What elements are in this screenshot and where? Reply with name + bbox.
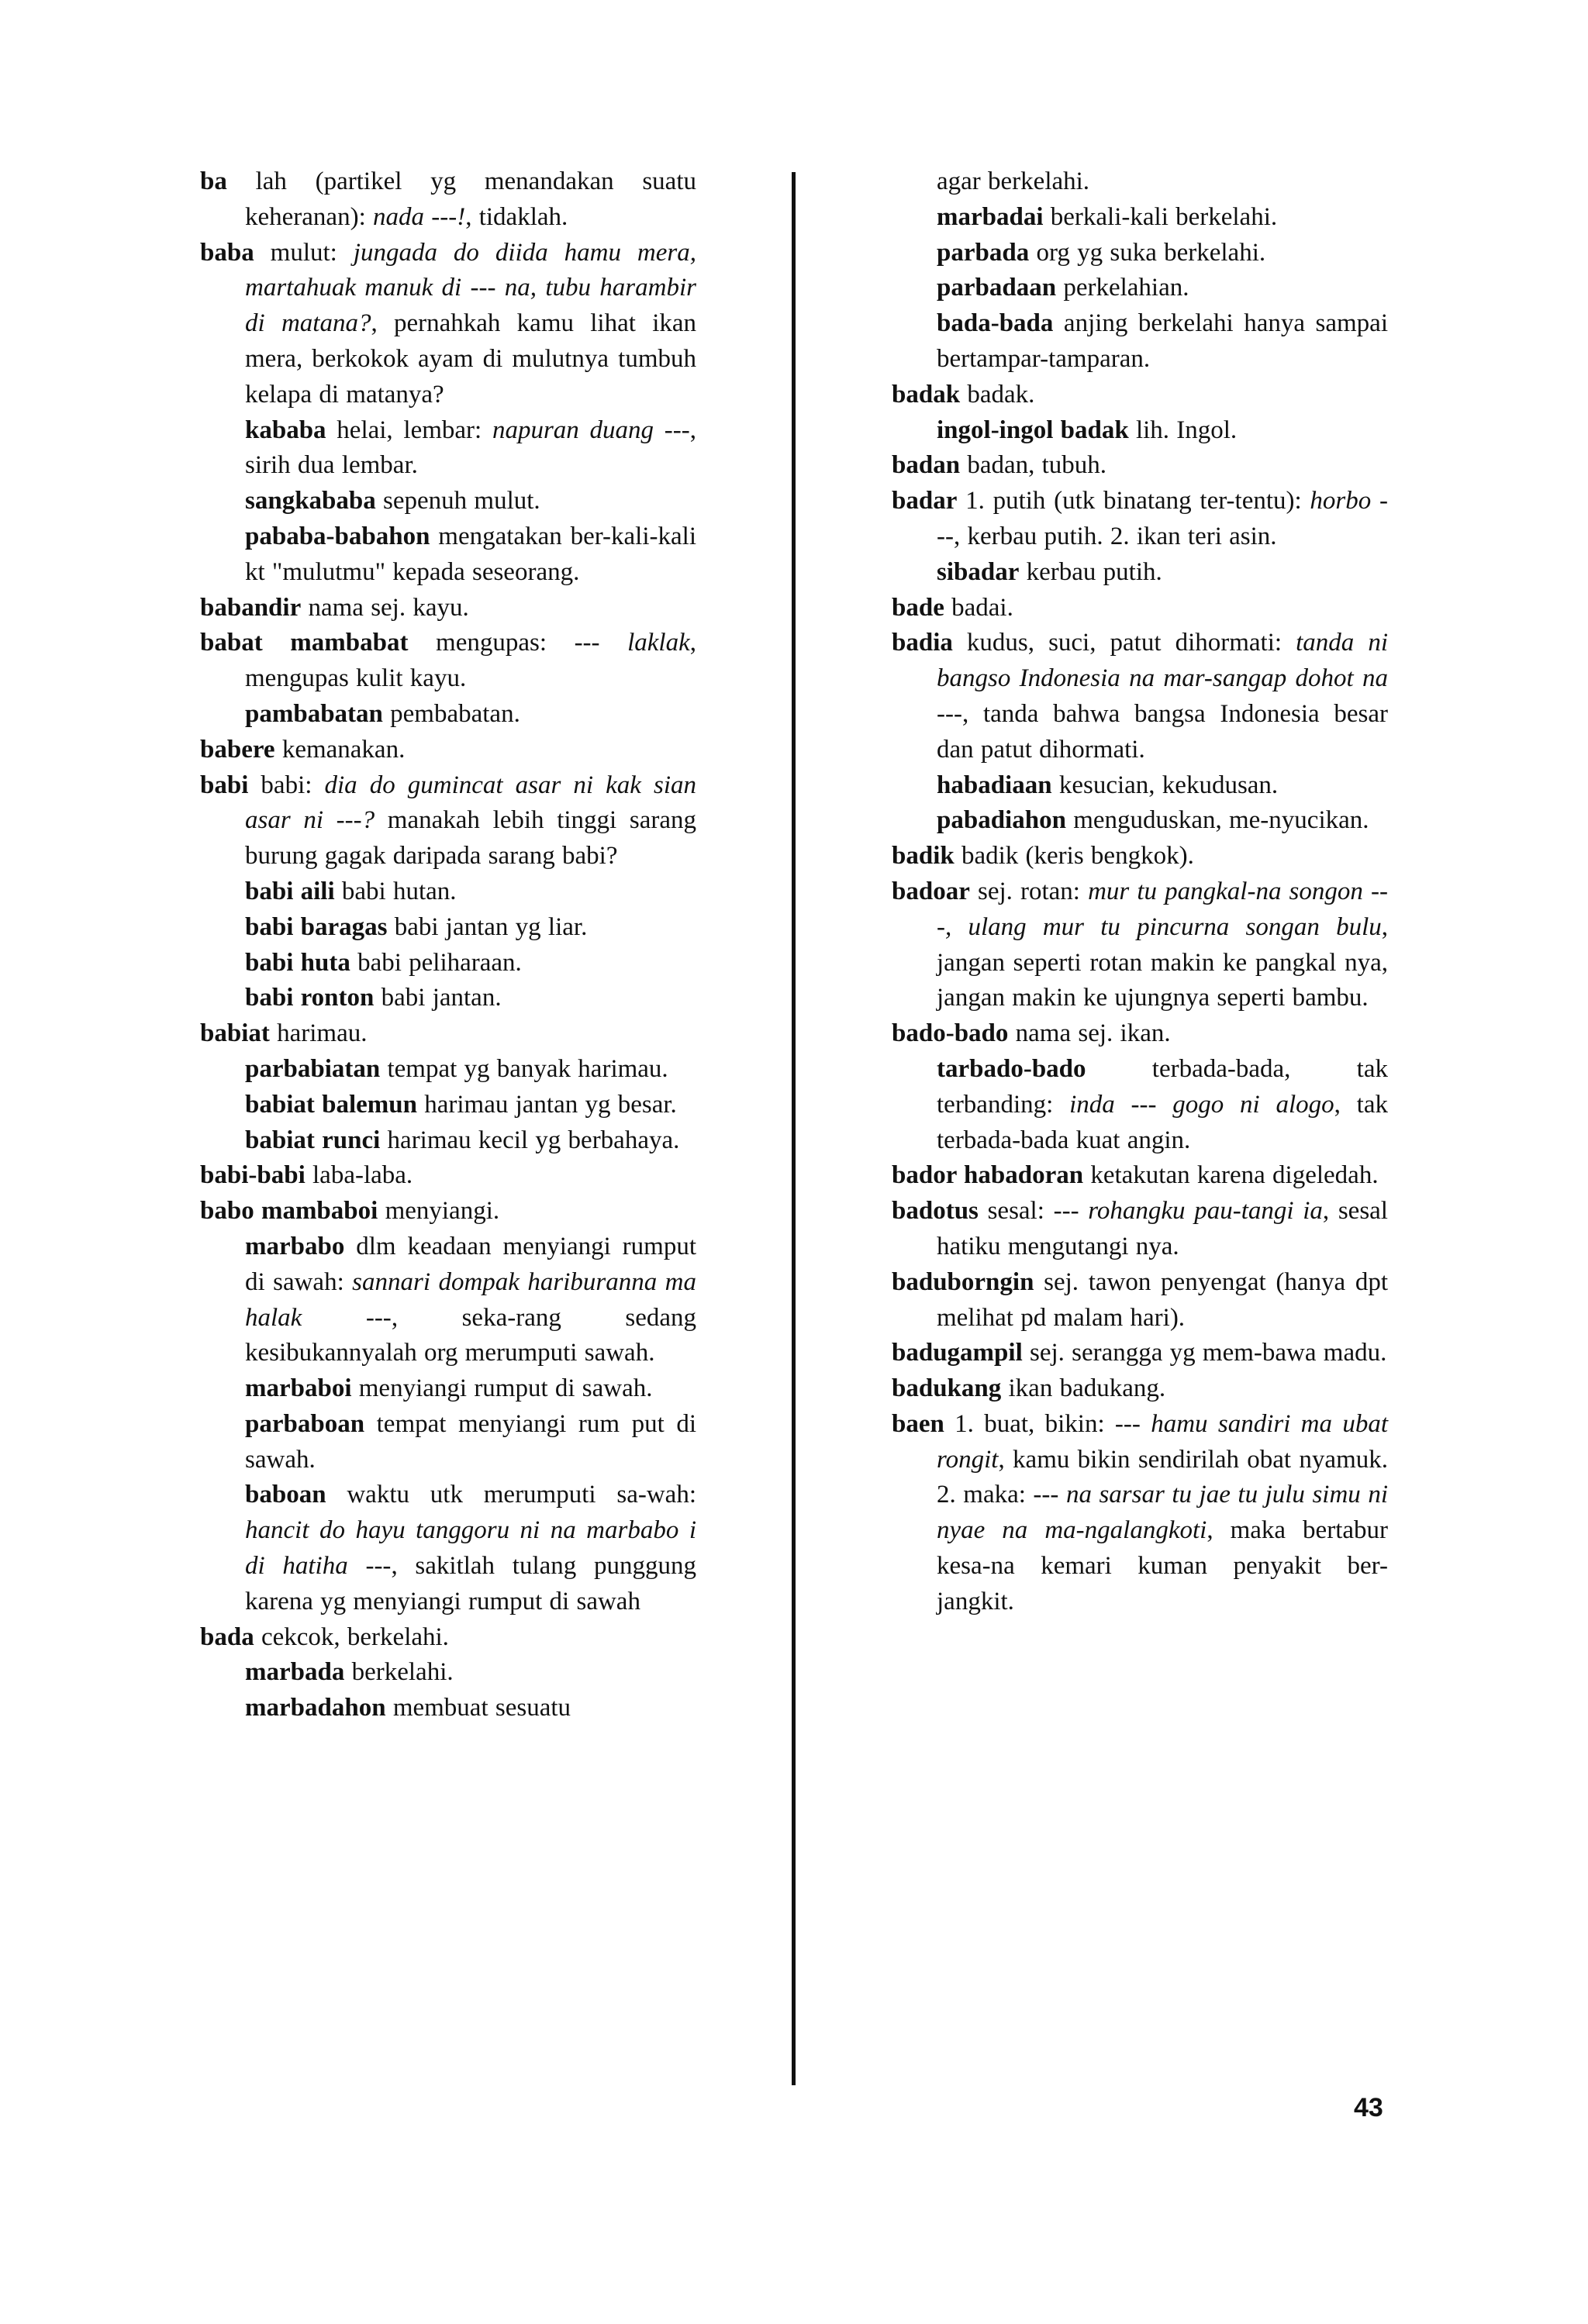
definition-text: mengupas: --- (408, 629, 628, 657)
dictionary-entry (200, 733, 696, 768)
headword: badotus (892, 1197, 979, 1226)
headword: marbaboi (245, 1374, 352, 1403)
example-phrase: mur tu pangkal-na songon ---, ulang mur tu pincurna songan bulu (937, 877, 1388, 941)
definition-text: terbada-bada, tak terbanding: (937, 1054, 1388, 1119)
headword: babi baragas (245, 912, 388, 941)
definition-text: lih. Ingol. (1128, 415, 1238, 444)
headword: babo mambaboi (200, 1197, 378, 1226)
definition-text: ---, sirih dua lembar. (245, 415, 697, 480)
definition-text: , tak terbada-bada kuat angin. (937, 1090, 1388, 1154)
headword: baen (892, 1409, 944, 1438)
headword: badia (892, 629, 953, 657)
dictionary-subentry (892, 271, 1388, 306)
headword: babandir (200, 593, 302, 622)
headword: babere (200, 735, 275, 764)
definition-text: lah (partikel yg menandakan suatu keheranan): (226, 167, 696, 231)
definition-text: berkelahi. (344, 1658, 454, 1687)
definition-text: babi peliharaan. (350, 948, 522, 977)
definition-text: menyiangi rumput di sawah. (351, 1374, 653, 1403)
example-phrase: dia do gumincat asar ni kak sian asar ni ---? (245, 771, 696, 835)
headword: parbada (937, 238, 1030, 267)
headword: ba (200, 167, 227, 195)
dictionary-entry (200, 236, 696, 413)
definition-text: berkali-kali berkelahi. (1043, 202, 1278, 231)
dictionary-entry (200, 1158, 696, 1194)
dictionary-subentry (200, 697, 696, 733)
definition-text: , pernahkah kamu lihat ikan mera, berkokok ayam di mulutnya tumbuh kelapa di matanya? (245, 309, 697, 409)
definition-text: waktu utk merumputi sa-wah: (326, 1481, 696, 1509)
definition-text: harimau. (269, 1019, 368, 1048)
headword: tarbado-bado (937, 1054, 1086, 1083)
dictionary-subentry (200, 519, 696, 591)
dictionary-subentry (200, 1052, 696, 1088)
definition-text: org yg suka berkelahi. (1029, 238, 1266, 267)
example-phrase: nada ---! (373, 202, 466, 231)
dictionary-subentry (892, 200, 1388, 236)
dictionary-entry (892, 1265, 1388, 1336)
definition-text: , tidaklah. (465, 202, 568, 231)
definition-text: , seka-rang sedang kesibukannyalah org merumputi sawah. (245, 1303, 696, 1367)
definition-text: babi hutan. (334, 877, 457, 905)
dictionary-subentry (200, 981, 696, 1016)
headword: badik (892, 842, 955, 871)
dictionary-subentry (200, 910, 696, 946)
dictionary-entry (892, 1371, 1388, 1407)
definition-text: , kamu bikin sendirilah obat nyamuk. 2. maka: --- (937, 1445, 1388, 1509)
definition-text: mengatakan ber-kali-kali kt "mulutmu" kepada seseorang. (245, 522, 696, 586)
headword: pabadiahon (937, 806, 1066, 835)
headword: marbadai (937, 202, 1044, 231)
dictionary-entry (200, 1194, 696, 1229)
headword: badugampil (892, 1339, 1023, 1367)
definition-text: , tanda bahwa bangsa Indonesia besar dan patut dihormati. (937, 699, 1388, 764)
dictionary-subentry (200, 1407, 696, 1478)
example-phrase: hancit do hayu tanggoru ni na marbabo i di hatiha --- (245, 1516, 696, 1581)
definition-text: nama sej. kayu. (301, 593, 469, 622)
headword: pambabatan (245, 699, 383, 728)
example-phrase: sannari dompak hariburanna ma halak --- (245, 1267, 696, 1332)
headword: baduborngin (892, 1267, 1034, 1296)
definition-text: babi jantan. (374, 984, 502, 1012)
headword: babiat (200, 1019, 270, 1048)
dictionary-subentry (200, 1123, 696, 1159)
dictionary-subentry (200, 484, 696, 519)
dictionary-subentry (200, 1655, 696, 1691)
dictionary-entry (892, 874, 1388, 1016)
example-phrase: inda --- gogo ni alogo (1069, 1090, 1334, 1119)
example-phrase: jungada do diida hamu mera, martahuak manuk di --- na, tubu harambir di matana? (245, 238, 696, 338)
definition-text: cekcok, berkelahi. (254, 1622, 449, 1651)
definition-text: , maka bertabur kesa-na kemari kuman penyakit ber-jangkit. (937, 1516, 1388, 1615)
definition-text: kesucian, kekudusan. (1051, 771, 1279, 799)
dictionary-entry (892, 626, 1388, 767)
definition-text: , sesal hatiku mengutangi nya. (937, 1197, 1388, 1260)
headword: bada (200, 1622, 254, 1651)
headword: bado-bado (892, 1019, 1009, 1048)
definition-text: sepenuh mulut. (375, 487, 540, 515)
definition-text: tempat yg banyak harimau. (380, 1054, 668, 1083)
dictionary-entry (200, 591, 696, 626)
dictionary-entry (892, 591, 1388, 626)
dictionary-subentry (892, 768, 1388, 804)
dictionary-entry (200, 164, 696, 236)
headword: babiat runci (245, 1126, 381, 1154)
definition-text: menguduskan, me-nyucikan. (1065, 806, 1369, 835)
example-phrase: na sarsar tu jae tu julu simu ni nyae na ma-ngalangkoti (937, 1481, 1388, 1545)
headword: babi aili (245, 877, 335, 905)
headword: kababa (245, 415, 326, 444)
definition-text: pembabatan. (382, 699, 520, 728)
definition-text: 1. putih (utk binatang ter-tentu): (957, 487, 1310, 515)
definition-text: tempat menyiangi rum put di sawah. (245, 1409, 696, 1474)
headword: sibadar (937, 557, 1020, 586)
dictionary-entry (892, 1407, 1388, 1620)
dictionary-entry (892, 1336, 1388, 1371)
headword: babi ronton (245, 984, 375, 1012)
column-divider (792, 172, 796, 2085)
left-column (200, 164, 696, 1726)
definition-text: kemanakan. (274, 735, 406, 764)
example-phrase: hamu sandiri ma ubat rongit (937, 1409, 1388, 1474)
definition-text: helai, lembar: (326, 415, 492, 444)
definition-text: , sakitlah tulang punggung karena yg menyiangi rumput di sawah (245, 1552, 696, 1615)
definition-text: badak. (960, 380, 1035, 409)
headword: baba (200, 238, 254, 267)
headword: badak (892, 380, 961, 409)
headword: habadiaan (937, 771, 1052, 799)
definition-text: mulut: (254, 238, 354, 267)
headword: marbadahon (245, 1694, 386, 1722)
headword: babat mambabat (200, 629, 409, 657)
dictionary-subentry (892, 555, 1388, 591)
example-phrase: horbo (1310, 487, 1372, 515)
dictionary-entry (892, 1158, 1388, 1194)
headword: pababa-babahon (245, 522, 430, 550)
right-column (892, 164, 1388, 1620)
definition-text: agar berkelahi. (937, 167, 1090, 195)
headword: bade (892, 593, 944, 622)
headword: parbaboan (245, 1409, 365, 1438)
definition-text: manakah lebih tinggi sarang burung gagak daripada sarang babi? (245, 806, 696, 871)
dictionary-subentry (892, 803, 1388, 839)
definition-text: sej. rotan: (969, 877, 1089, 905)
definition-text: anjing berkelahi hanya sampai bertampar-tamparan. (937, 309, 1388, 373)
definition-text: sesal: --- (978, 1197, 1089, 1226)
definition-text: badan, tubuh. (960, 451, 1107, 480)
headword: badukang (892, 1374, 1002, 1403)
example-phrase: napuran duang (492, 415, 654, 444)
dictionary-subentry (200, 946, 696, 981)
definition-text: perkelahian. (1056, 274, 1189, 302)
headword: ingol-ingol badak (937, 415, 1129, 444)
dictionary-entry (892, 484, 1388, 555)
dictionary-subentry (200, 1088, 696, 1123)
definition-text: babi: (248, 771, 325, 799)
dictionary-subentry (200, 1477, 696, 1619)
example-phrase: tanda ni bangso Indonesia na mar-sangap dohot na --- (937, 629, 1388, 728)
example-phrase: rohangku pau-tangi ia (1088, 1197, 1323, 1226)
definition-text: sej. tawon penyengat (hanya dpt melihat pd malam hari). (937, 1267, 1388, 1332)
dictionary-entry (892, 378, 1388, 413)
headword: badan (892, 451, 961, 480)
headword: bada-bada (937, 309, 1054, 338)
definition-text: , mengupas kulit kayu. (245, 629, 696, 693)
headword: marbada (245, 1658, 345, 1687)
headword: babiat balemun (245, 1090, 417, 1119)
definition-text: kudus, suci, patut dihormati: (952, 629, 1296, 657)
dictionary-entry (892, 1194, 1388, 1265)
example-phrase: laklak (627, 629, 690, 657)
headword: badoar (892, 877, 970, 905)
definition-text: laba-laba. (305, 1161, 413, 1190)
headword: babi-babi (200, 1161, 306, 1190)
definition-text: membuat sesuatu (385, 1694, 571, 1722)
headword: parbadaan (937, 274, 1057, 302)
definition-text: menyiangi. (378, 1197, 500, 1226)
headword: badar (892, 487, 958, 515)
definition-text: ikan badukang. (1001, 1374, 1166, 1403)
dictionary-subentry (200, 1691, 696, 1726)
definition-text: , jangan seperti rotan makin ke pangkal nya, jangan makin ke ujungnya seperti bambu. (937, 912, 1388, 1012)
dictionary-entry (892, 448, 1388, 484)
dictionary-subentry (200, 874, 696, 910)
headword: bador habadoran (892, 1161, 1084, 1190)
definition-text: badai. (944, 593, 1013, 622)
headword: babi huta (245, 948, 350, 977)
dictionary-subentry (200, 1229, 696, 1371)
dictionary-subentry (200, 1371, 696, 1407)
dictionary-entry (200, 626, 696, 697)
dictionary-subentry (200, 413, 696, 484)
dictionary-subentry (892, 236, 1388, 271)
definition-text: ketakutan karena digeledah. (1083, 1161, 1379, 1190)
definition-text: harimau kecil yg berbahaya. (380, 1126, 680, 1154)
dictionary-entry (200, 1016, 696, 1052)
definition-text: dlm keadaan menyiangi rumput di sawah: (245, 1232, 696, 1296)
definition-text: sej. serangga yg mem-bawa madu. (1022, 1339, 1387, 1367)
definition-text: kerbau putih. (1019, 557, 1162, 586)
entry-continuation (892, 164, 1388, 200)
headword: marbabo (245, 1232, 345, 1260)
definition-text: ---, kerbau putih. 2. ikan teri asin. (937, 487, 1388, 550)
headword: parbabiatan (245, 1054, 381, 1083)
headword: babi (200, 771, 249, 799)
dictionary-entry (892, 839, 1388, 874)
definition-text: babi jantan yg liar. (387, 912, 588, 941)
page-number: 43 (1354, 2093, 1383, 2122)
dictionary-entry (200, 1620, 696, 1656)
dictionary-subentry (892, 306, 1388, 378)
headword: baboan (245, 1481, 326, 1509)
headword: sangkababa (245, 487, 376, 515)
dictionary-entry (200, 768, 696, 874)
definition-text: 1. buat, bikin: --- (944, 1409, 1151, 1438)
definition-text: nama sej. ikan. (1008, 1019, 1171, 1048)
definition-text: badik (keris bengkok). (954, 842, 1194, 871)
definition-text: harimau jantan yg besar. (416, 1090, 677, 1119)
dictionary-subentry (892, 1052, 1388, 1158)
dictionary-subentry (892, 413, 1388, 449)
dictionary-entry (892, 1016, 1388, 1052)
